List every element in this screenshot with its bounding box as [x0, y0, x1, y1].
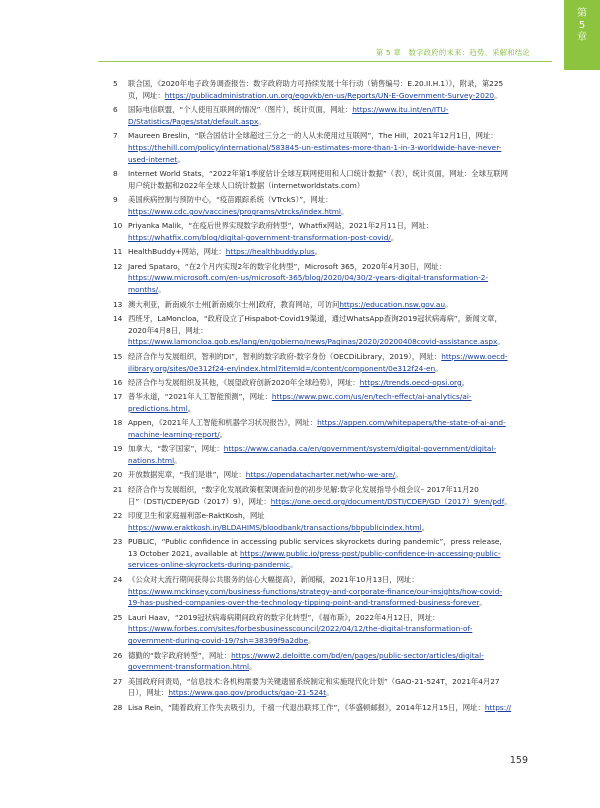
- reference-number: 17: [113, 392, 123, 402]
- reference-link[interactable]: https://appen.com/whitepapers/the-state-of-ai-and-machine-learning-report/: [128, 418, 506, 440]
- reference-text: 德勤的“数字政府转型”，网址：: [128, 650, 232, 660]
- reference-number: 26: [113, 650, 123, 660]
- reference-link[interactable]: https://www.lamoncloa.gob.es/lang/en/gobierno/news/Paginas/2020/20200408covid-assistance.aspx: [128, 337, 498, 347]
- reference-end-punctuation: 。: [307, 636, 316, 646]
- chapter-header: 第 5 章 数字政府的未来：趋势、采解和结论: [375, 48, 530, 57]
- reference-end-punctuation: 。: [435, 363, 443, 373]
- reference-number: 9: [113, 195, 118, 205]
- reference-end-punctuation: 。: [289, 560, 298, 570]
- reference-item: [113, 574, 513, 609]
- reference-link[interactable]: https://publicadministration.un.org/egovkb/en-us/Reports/UN-E-Government-Survey-2020: [164, 90, 495, 100]
- chapter-tab-line2: 5: [578, 20, 586, 31]
- reference-item: [113, 443, 513, 467]
- reference-item: [113, 261, 513, 296]
- reference-link[interactable]: https://: [484, 702, 512, 712]
- reference-number: 13: [113, 299, 123, 309]
- reference-link[interactable]: https://www.forbes.com/sites/forbesbusinesscouncil/2022/04/12/the-digital-transformation-of-government-during-covid-19/?sh=38399f9a2dbe: [128, 624, 473, 646]
- reference-text: 开放数据宪章，“我们是谁”，网址：: [128, 470, 246, 480]
- reference-end-punctuation: 。: [390, 233, 399, 243]
- reference-item: [113, 391, 513, 415]
- reference-end-punctuation: 。: [219, 430, 228, 440]
- reference-end-punctuation: 。: [445, 299, 453, 309]
- reference-number: 14: [113, 313, 123, 323]
- reference-end-punctuation: 。: [497, 337, 505, 347]
- reference-text: Jared Spataro，“在2个月内实现2年的数字化转型”，Microsoft 365，2020年4月30日，网址：: [128, 261, 446, 271]
- reference-number: 10: [113, 221, 123, 231]
- reference-link[interactable]: https://www.eraktkosh.in/BLDAHIMS/bloodbank/transactions/bbpublicindex.html: [128, 522, 422, 532]
- reference-number: 6: [113, 105, 118, 115]
- reference-link[interactable]: https://www2.deloitte.com/bd/en/pages/public-sector/articles/digital-government-transformation.html: [128, 650, 484, 672]
- reference-link[interactable]: https://one.oecd.org/document/DSTI/CDEP/GD（2017）9/en/pdf: [270, 496, 505, 506]
- reference-link[interactable]: https://education.nsw.gov.au: [339, 299, 446, 309]
- reference-number: 25: [113, 612, 123, 622]
- reference-number: 8: [113, 169, 118, 179]
- reference-number: 7: [113, 131, 118, 141]
- reference-text: 经济合作与发展组织及其他，《展望政府创新2020年全球趋势》，网址：: [128, 377, 360, 387]
- reference-item: [113, 484, 513, 508]
- reference-text: 国际电信联盟，“个人使用互联网的情况”（图片），统计页面，网址：: [128, 105, 353, 115]
- reference-link[interactable]: https://opendatacharter.net/who-we-are/: [245, 470, 396, 480]
- reference-number: 5: [113, 79, 118, 88]
- reference-text: 加拿大，“数字国家”，网址：: [128, 444, 224, 454]
- reference-link[interactable]: https://www.mckinsey.com/business-functions/strategy-and-corporate-finance/our-insights/how-covid-19-has-pushed-companies-over-the-technology-tipping-point-and-transformed-business-forever: [128, 586, 503, 608]
- reference-end-punctuation: 。: [421, 522, 430, 532]
- reference-number: 15: [113, 351, 123, 361]
- reference-end-punctuation: 。: [174, 456, 182, 466]
- reference-link[interactable]: https://www.public.io/press-post/public-confidence-in-accessing-public-services-online-skyrockets-during-pandemic: [128, 548, 501, 570]
- reference-end-punctuation: 。: [177, 154, 185, 164]
- reference-link[interactable]: https://www.itu.int/en/ITU-D/Statistics/Pages/stat/default.aspx: [128, 105, 449, 126]
- reference-text: 西班牙，LaMoncloa，“政府设立了Hispabot-Covid19渠道，通过WhatsApp查询2019冠状病毒病”，新闻文章，2020年4月8日，网址：: [128, 313, 502, 335]
- reference-number: 27: [113, 676, 123, 686]
- reference-text: Appen，《2021年人工智能和机器学习状况报告》，网址：: [128, 418, 318, 428]
- reference-item: [113, 650, 513, 674]
- reference-item: [113, 676, 513, 700]
- reference-end-punctuation: 。: [187, 403, 196, 413]
- reference-list: [113, 78, 513, 714]
- reference-link[interactable]: https://www.gao.gov/products/gao-21-524t: [168, 688, 327, 698]
- reference-end-punctuation: 。: [340, 206, 349, 216]
- reference-item: [113, 194, 513, 218]
- reference-end-punctuation: 。: [479, 598, 487, 608]
- reference-number: 11: [113, 247, 123, 257]
- reference-item: [113, 168, 513, 192]
- reference-link[interactable]: https://www.microsoft.com/en-us/microsoft-365/blog/2020/04/30/2-years-digital-transformation-2-months/: [128, 273, 489, 295]
- reference-item: [113, 702, 513, 714]
- reference-number: 24: [113, 574, 123, 584]
- reference-number: 18: [113, 418, 123, 428]
- reference-end-punctuation: 。: [494, 90, 502, 100]
- chapter-tab-line1: 第: [577, 8, 587, 19]
- reference-text: 联合国，《2020年电子政务调查报告：数字政府助力可持续发展十年行动（销售编号：E.20.II.H.1）》，附录，第225页，网址：: [128, 79, 504, 100]
- reference-text: 经济合作与发展组织，“数字化发展政策框架调查问卷的初步见解:数字化发展指导小组会议– 2017年11月20日”（DSTI/CDEP/GD（2017）9），网址：: [128, 484, 479, 506]
- reference-text: PUBLIC，“Public confidence in accessing public services skyrockets during pandemic”，press release, 13 October 2021, available at: [128, 536, 502, 558]
- reference-item: [113, 220, 513, 244]
- reference-link[interactable]: https://whatfix.com/blog/digital-government-transformation-post-covid/: [128, 233, 391, 243]
- reference-end-punctuation: 。: [461, 377, 469, 387]
- chapter-tab-line3: 章: [577, 32, 587, 43]
- reference-item: [113, 299, 513, 311]
- reference-text: 《公众对大流行期间获得公共服务的信心大幅提高》，新闻稿，2021年10月13日，网址：: [128, 574, 419, 584]
- reference-number: 16: [113, 377, 123, 387]
- reference-end-punctuation: 。: [314, 247, 323, 257]
- reference-number: 12: [113, 261, 123, 271]
- reference-number: 20: [113, 470, 123, 480]
- reference-item: [113, 469, 513, 481]
- reference-text: 普华永道，“2021年人工智能预测”，网址：: [128, 392, 272, 402]
- reference-item: [113, 104, 513, 128]
- reference-text: 经济合作与发展组织，智利的DI”，智利的数字政府-数字身份（OECDiLibrary，2019），网址：: [128, 351, 442, 361]
- chapter-side-tab: [564, 0, 600, 70]
- page-number: 159: [509, 755, 528, 766]
- reference-item: [113, 536, 513, 571]
- reference-text: Internet World Stats，“2022年第1季度估计全球互联网使用和人口统计数据”（表），统计页面，网址：全球互联网用户统计数据和2022年全球人口统计数据（internetworldstats.com）: [128, 169, 508, 190]
- reference-item: [113, 78, 513, 102]
- reference-item: [113, 246, 513, 258]
- reference-link[interactable]: https://www.cdc.gov/vaccines/programs/vtrcks/index.html: [128, 206, 341, 216]
- reference-end-punctuation: 。: [504, 496, 512, 506]
- reference-number: 23: [113, 536, 123, 546]
- reference-link[interactable]: https://www.pwc.com/us/en/tech-effect/ai-analytics/ai-predictions.html: [128, 392, 472, 413]
- reference-text: 澳大利亚，新南威尔士州[新南威尔士州]政府，教育网站，可访问: [128, 299, 340, 309]
- reference-text: 美国疾病控制与预防中心，“疫苗跟踪系统（VTrckS）”，网址：: [128, 195, 333, 205]
- reference-item: [113, 351, 513, 375]
- reference-number: 22: [113, 510, 123, 520]
- reference-text: Lisa Rein，“随着政府工作失去吸引力，千禧一代退出联邦工作”，《华盛顿邮报》，2014年12月15日，网址：: [128, 702, 485, 712]
- reference-item: [113, 612, 513, 647]
- header-divider: [98, 61, 552, 62]
- reference-end-punctuation: 。: [326, 688, 334, 698]
- reference-link[interactable]: https://www.oecd-ilibrary.org/sites/0e312f24-en/index.html?itemId=/content/component/0e312f24-en: [128, 351, 508, 373]
- reference-link[interactable]: https://www.canada.ca/en/government/system/digital-government/digital-nations.html: [128, 444, 497, 466]
- reference-text: Priyanka Malik，“在疫后世界实现数字政府转型”，Whatfix网站，2021年2月11日，网址：: [128, 221, 434, 231]
- reference-item: [113, 377, 513, 389]
- reference-number: 28: [113, 702, 123, 712]
- reference-link[interactable]: https://healthbuddy.plus: [225, 247, 315, 257]
- reference-link[interactable]: https://thehill.com/policy/international/583845-un-estimates-more-than-1-in-3-worldwide-have-never-used-internet: [128, 142, 502, 164]
- reference-text: Maureen Breslin，“联合国估计全球超过三分之一的人从未使用过互联网”，The Hill，2021年12月1日，网址：: [128, 131, 498, 141]
- reference-link[interactable]: https://trends.oecd-opsi.org: [359, 377, 462, 387]
- reference-text: 美国政府问责局，“信息技术:各机构需要为关键遗留系统制定和实施现代化计划”（GAO-21-524T，2021年4月27日），网址：: [128, 676, 500, 698]
- reference-end-punctuation: 。: [258, 116, 266, 126]
- reference-item: [113, 417, 513, 441]
- reference-text: Lauri Haav，“2019冠状病毒病期间政府的数字化转型”，《福布斯》，2022年4月12日，网址：: [128, 612, 440, 622]
- reference-number: 19: [113, 444, 123, 454]
- reference-end-punctuation: 。: [158, 285, 166, 295]
- reference-text: 印度卫生和家庭福利部e-RaktKosh，网址: [128, 510, 265, 520]
- reference-end-punctuation: 。: [395, 470, 403, 480]
- reference-item: [113, 130, 513, 165]
- reference-end-punctuation: 。: [249, 662, 257, 672]
- reference-item: [113, 510, 513, 534]
- reference-item: [113, 313, 513, 348]
- reference-text: HealthBuddy+网站，网址：: [128, 247, 226, 257]
- reference-number: 21: [113, 484, 123, 494]
